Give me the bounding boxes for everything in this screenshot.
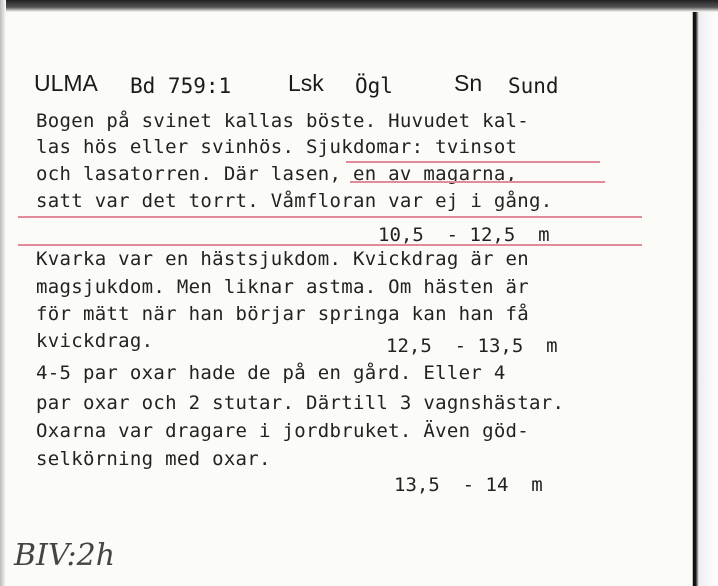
measurement: 10,5 - 12,5 m bbox=[378, 224, 550, 246]
card-top-edge bbox=[0, 0, 718, 12]
underline-mark bbox=[350, 181, 605, 183]
card-left-edge bbox=[0, 0, 6, 586]
handwritten-signature: BIV:2h bbox=[14, 538, 116, 573]
socken-value: Sund bbox=[508, 74, 559, 98]
text-line: och lasatorren. Där lasen, en av magarna, bbox=[36, 163, 518, 185]
socken-label: Sn bbox=[454, 70, 483, 96]
landskap-label: Lsk bbox=[288, 70, 324, 96]
underline-mark bbox=[346, 161, 600, 163]
measurement: 12,5 - 13,5 m bbox=[386, 335, 558, 357]
text-line: Kvarka var en hästsjukdom. Kvickdrag är en bbox=[36, 248, 530, 270]
text-line: selkörning med oxar. bbox=[36, 448, 271, 470]
card-right-edge bbox=[686, 12, 718, 586]
underline-mark bbox=[18, 244, 642, 246]
text-line: par oxar och 2 stutar. Därtill 3 vagnshästar. bbox=[36, 392, 565, 414]
text-line: för mätt när han börjar springa kan han få bbox=[36, 303, 530, 325]
text-line: satt var det torrt. Våmfloran var ej i gång. bbox=[36, 190, 553, 212]
underline-mark bbox=[18, 216, 642, 218]
text-line: kvickdrag. bbox=[36, 330, 154, 352]
measurement: 13,5 - 14 m bbox=[394, 474, 543, 496]
text-line: magsjukdom. Men liknar astma. Om hästen är bbox=[36, 276, 530, 298]
text-line: Oxarna var dragare i jordbruket. Även göd- bbox=[36, 420, 530, 442]
text-line: 4-5 par oxar hade de på en gård. Eller 4 bbox=[36, 362, 506, 384]
text-line: las hös eller svinhös. Sjukdomar: tvinsot bbox=[36, 136, 518, 158]
text-line: Bogen på svinet kallas böste. Huvudet kal- bbox=[36, 110, 530, 132]
archive-name: ULMA bbox=[34, 70, 98, 96]
volume-number: Bd 759:1 bbox=[130, 74, 232, 98]
landskap-value: Ögl bbox=[355, 74, 393, 98]
